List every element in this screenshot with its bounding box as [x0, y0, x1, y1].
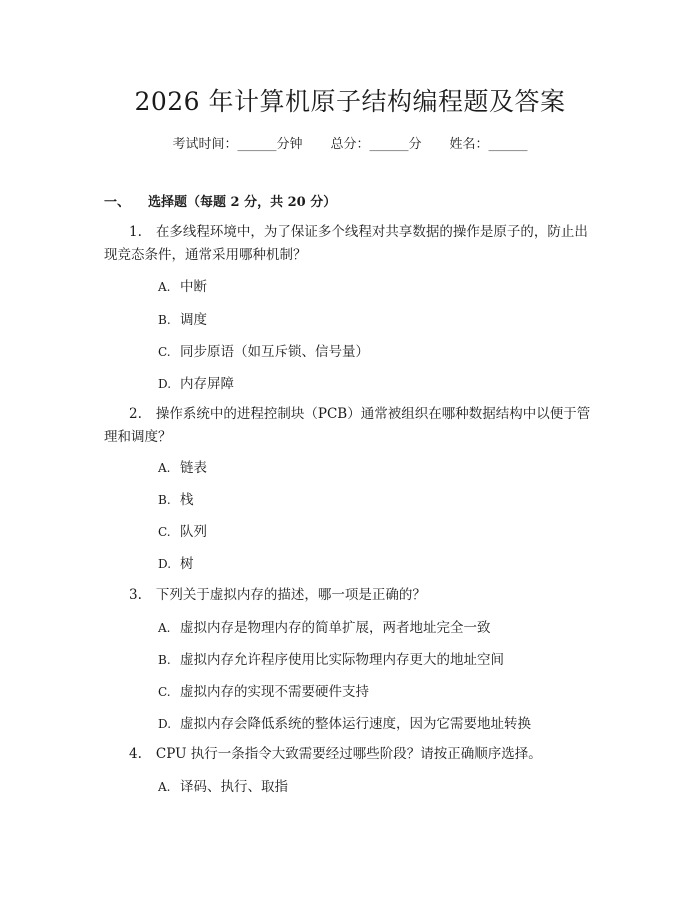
- option-text: 虚拟内存的实现不需要硬件支持: [180, 684, 369, 700]
- option-letter: A.: [158, 780, 171, 794]
- question-2-option-d: [158, 552, 194, 572]
- section-heading: [104, 191, 336, 210]
- question-number: 3.: [129, 587, 142, 603]
- option-text: 队列: [180, 524, 207, 540]
- option-text: 译码、执行、取指: [180, 779, 288, 795]
- option-text: 内存屏障: [180, 376, 234, 392]
- question-2-option-a: [158, 456, 207, 476]
- question-3-option-b: [158, 648, 504, 668]
- option-text: 链表: [180, 460, 207, 476]
- question-1-option-a: [158, 275, 207, 295]
- student-name-field: 姓名：______: [449, 137, 528, 152]
- option-letter: A.: [158, 461, 171, 475]
- question-1-option-c: [158, 340, 369, 360]
- question-4: [104, 743, 600, 766]
- question-text: 在多线程环境中，为了保证多个线程对共享数据的操作是原子的，防止出现竞态条件，通常采用哪种机制？: [104, 224, 588, 263]
- option-text: 同步原语（如互斥锁、信号量）: [180, 344, 369, 360]
- question-2-option-c: [158, 520, 207, 540]
- page-title: 2026 年计算机原子结构编程题及答案: [134, 87, 566, 116]
- section-number: 一、: [104, 195, 131, 210]
- total-score-field: 总分：______分: [330, 137, 422, 152]
- option-text: 树: [180, 556, 194, 572]
- question-text: 下列关于虚拟内存的描述，哪一项是正确的？: [155, 587, 426, 603]
- question-3-option-d: [158, 712, 531, 732]
- option-text: 栈: [180, 492, 194, 508]
- exam-meta: [0, 133, 700, 152]
- option-letter: B.: [158, 313, 171, 327]
- option-letter: C.: [158, 345, 171, 359]
- option-letter: B.: [158, 653, 171, 667]
- question-3-option-c: [158, 680, 369, 700]
- question-1-option-b: [158, 308, 207, 328]
- option-letter: D.: [158, 557, 172, 571]
- question-number: 2.: [129, 406, 142, 422]
- option-letter: D.: [158, 377, 172, 391]
- question-text: 操作系统中的进程控制块（PCB）通常被组织在哪种数据结构中以便于管理和调度？: [104, 406, 591, 445]
- question-number: 1.: [129, 224, 142, 240]
- option-letter: A.: [158, 621, 171, 635]
- option-letter: B.: [158, 493, 171, 507]
- section-title: 选择题（每题 2 分，共 20 分）: [148, 195, 337, 210]
- question-4-option-a: [158, 775, 288, 795]
- option-text: 中断: [180, 279, 207, 295]
- question-1-option-d: [158, 372, 234, 392]
- question-2-option-b: [158, 488, 194, 508]
- question-2: [104, 403, 600, 449]
- question-3-option-a: [158, 616, 491, 636]
- option-text: 虚拟内存会降低系统的整体运行速度，因为它需要地址转换: [180, 716, 531, 732]
- option-letter: D.: [158, 717, 172, 731]
- option-text: 虚拟内存是物理内存的简单扩展，两者地址完全一致: [180, 620, 491, 636]
- exam-time-field: 考试时间：______分钟: [172, 137, 303, 152]
- option-text: 虚拟内存允许程序使用比实际物理内存更大的地址空间: [180, 652, 504, 668]
- option-letter: C.: [158, 685, 171, 699]
- question-1: [104, 221, 600, 267]
- option-letter: C.: [158, 525, 171, 539]
- question-text: CPU 执行一条指令大致需要经过哪些阶段？请按正确顺序选择。: [155, 746, 542, 762]
- question-3: [104, 584, 600, 607]
- option-text: 调度: [180, 312, 207, 328]
- question-number: 4.: [129, 746, 142, 762]
- option-letter: A.: [158, 280, 171, 294]
